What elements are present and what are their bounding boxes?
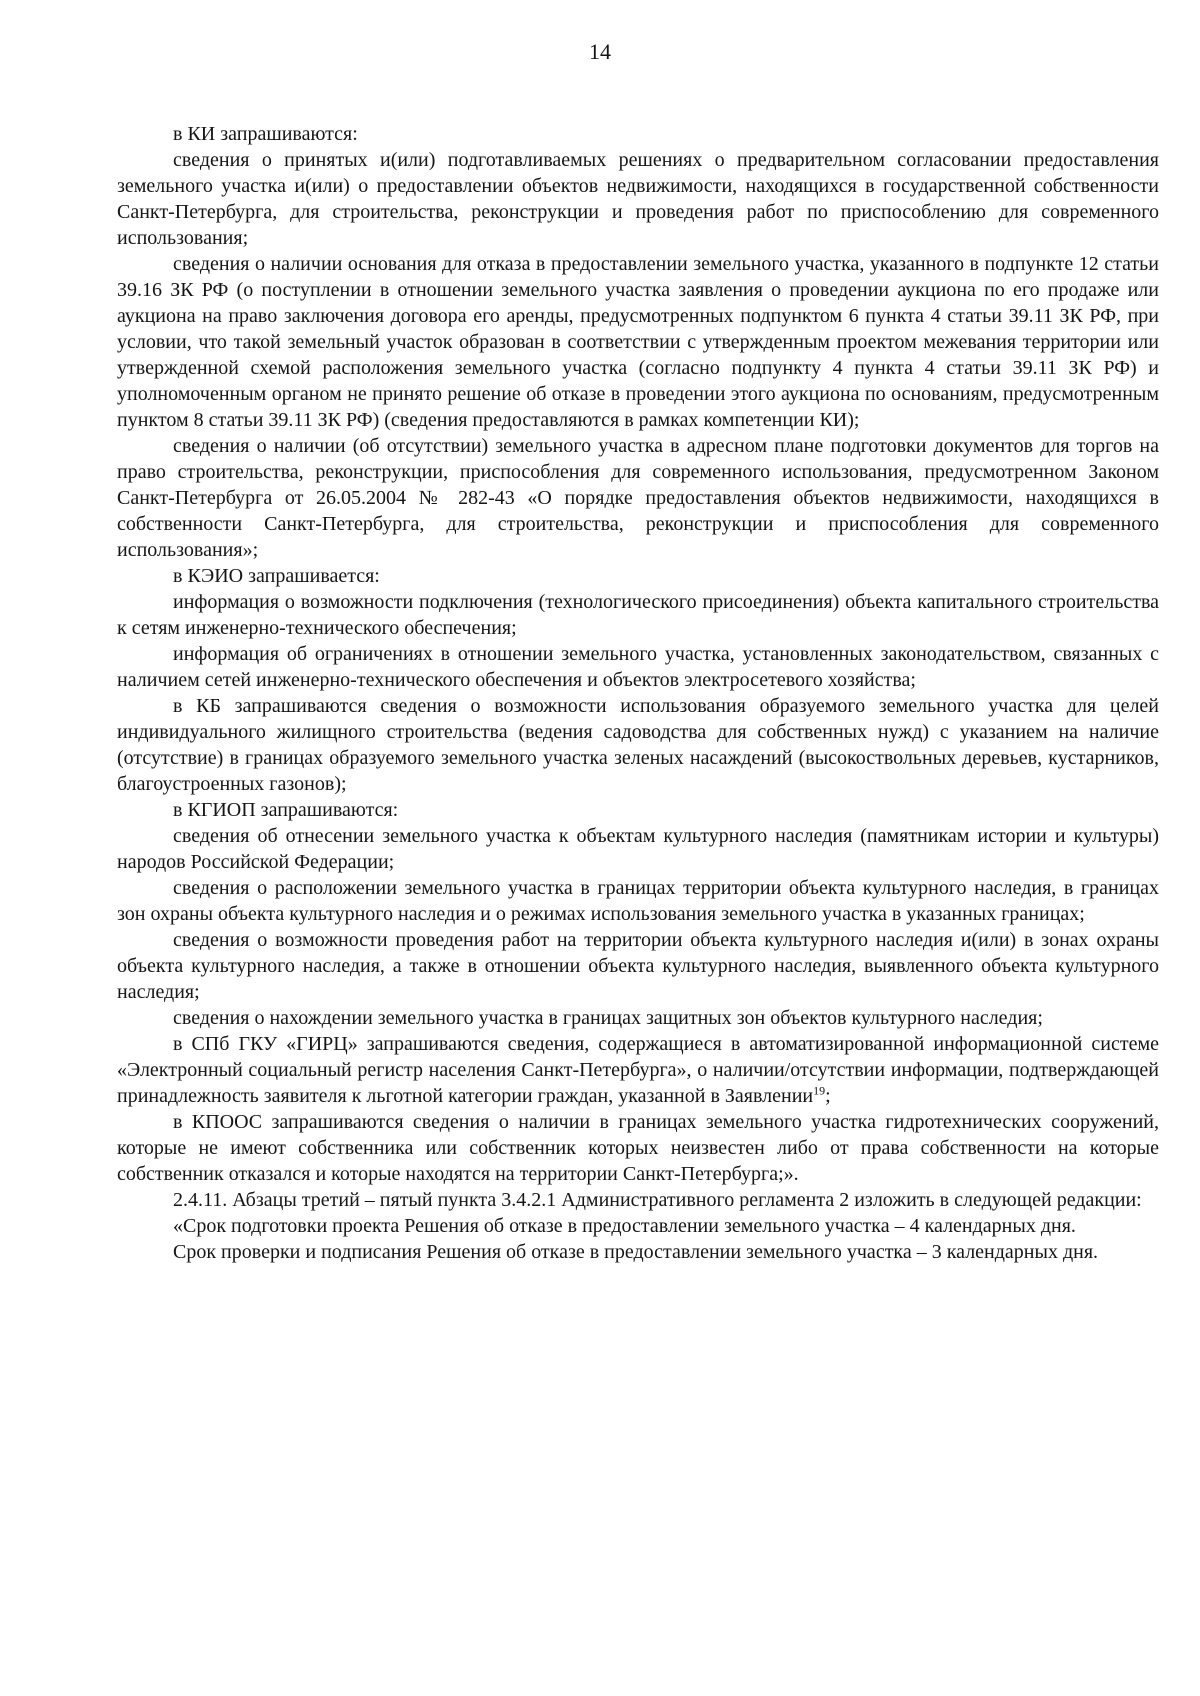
- page-number: 14: [589, 39, 611, 64]
- paragraph-kgiop-zones: сведения о расположении земельного участка в границах территории объекта культурного наследия, в границах зон охраны объекта культурного наследия и о режимах использования земельного участка в указанных границах;: [117, 877, 1159, 925]
- paragraph-girc-request: [117, 1031, 1159, 1109]
- paragraph-kgiop-works: сведения о возможности проведения работ на территории объекта культурного наследия и(или) в зонах охраны объекта культурного наследия, а также в отношении объекта культурного наследия, выявленного объекта культурного наследия;: [117, 929, 1159, 1003]
- paragraph-kgiop-heritage: сведения об отнесении земельного участка к объектам культурного наследия (памятникам истории и культуры) народов Российской Федерации;: [117, 825, 1159, 873]
- footnote-tail: ;: [825, 1085, 831, 1107]
- document-body: [117, 121, 1159, 1265]
- paragraph-2-4-11: 2.4.11. Абзацы третий – пятый пункта 3.4.2.1 Административного регламента 2 изложить в следующей редакции:: [173, 1189, 1142, 1211]
- paragraph-kb-request: в КБ запрашиваются сведения о возможности использования образуемого земельного участка для целей индивидуального жилищного строительства (ведения садоводства для собственных нужд) с указанием на наличие (отсутствие) в границах образуемого земельного участка зеленых насаждений (высокоствольных деревьев, кустарников, благоустроенных газонов);: [117, 695, 1159, 795]
- paragraph-kpoos-request: в КПООС запрашиваются сведения о наличии в границах земельного участка гидротехнических сооружений, которые не имеют собственника или собственник которых неизвестен либо от права собственности на которые собственник отказался и которые находятся на территории Санкт-Петербурга;».: [117, 1111, 1159, 1185]
- paragraph-kgiop-protective-zones: сведения о нахождении земельного участка в границах защитных зон объектов культурного наследия;: [173, 1007, 1043, 1029]
- paragraph-ki-heading: в КИ запрашиваются:: [173, 123, 358, 145]
- paragraph-girc-text: в СПб ГКУ «ГИРЦ» запрашиваются сведения, содержащиеся в автоматизированной информационной системе «Электронный социальный регистр населения Санкт-Петербурга», о наличии/отсутствии информации, подтверждающей принадлежность заявителя к льготной категории граждан, указанной в Заявлении: [117, 1033, 1159, 1107]
- footnote-reference: 19: [813, 1083, 826, 1098]
- paragraph-keio-heading: в КЭИО запрашивается:: [173, 565, 380, 587]
- paragraph-ki-address-plan: сведения о наличии (об отсутствии) земельного участка в адресном плане подготовки документов для торгов на право строительства, реконструкции, приспособления для современного использования, предусмотренном Законом Санкт-Петербурга от 26.05.2004 № 282-43 «О порядке предоставления объектов недвижимости, находящихся в собственности Санкт-Петербурга, для строительства, реконструкции и приспособления для современного использования»;: [117, 435, 1159, 561]
- paragraph-ki-refusal-grounds: сведения о наличии основания для отказа в предоставлении земельного участка, указанного в подпункте 12 статьи 39.16 ЗК РФ (о поступлении в отношении земельного участка заявления о проведении аукциона по его продаже или аукциона на право заключения договора его аренды, предусмотренных подпунктом 6 пункта 4 статьи 39.11 ЗК РФ, при условии, что такой земельный участок образован в соответствии с утвержденным проектом межевания территории или утвержденной схемой расположения земельного участка (согласно подпункту 4 пункта 4 статьи 39.11 ЗК РФ) и уполномоченным органом не принято решение об отказе в проведении этого аукциона по основаниям, предусмотренным пунктом 8 статьи 39.11 ЗК РФ) (сведения предоставляются в рамках компетенции КИ);: [117, 253, 1159, 431]
- paragraph-kgiop-heading: в КГИОП запрашиваются:: [173, 799, 399, 821]
- paragraph-ki-decisions: сведения о принятых и(или) подготавливаемых решениях о предварительном согласовании предоставления земельного участка и(или) о предоставлении объектов недвижимости, находящихся в государственной собственности Санкт-Петербурга, для строительства, реконструкции и проведения работ по приспособлению для современного использования;: [117, 149, 1159, 249]
- paragraph-signing-term: Срок проверки и подписания Решения об отказе в предоставлении земельного участка – 3 календарных дня.: [173, 1241, 1099, 1263]
- paragraph-keio-connection: информация о возможности подключения (технологического присоединения) объекта капитального строительства к сетям инженерно-технического обеспечения;: [117, 591, 1159, 639]
- paragraph-preparation-term: «Срок подготовки проекта Решения об отказе в предоставлении земельного участка – 4 календарных дня.: [173, 1215, 1076, 1237]
- paragraph-keio-restrictions: информация об ограничениях в отношении земельного участка, установленных законодательством, связанных с наличием сетей инженерно-технического обеспечения и объектов электросетевого хозяйства;: [117, 643, 1159, 691]
